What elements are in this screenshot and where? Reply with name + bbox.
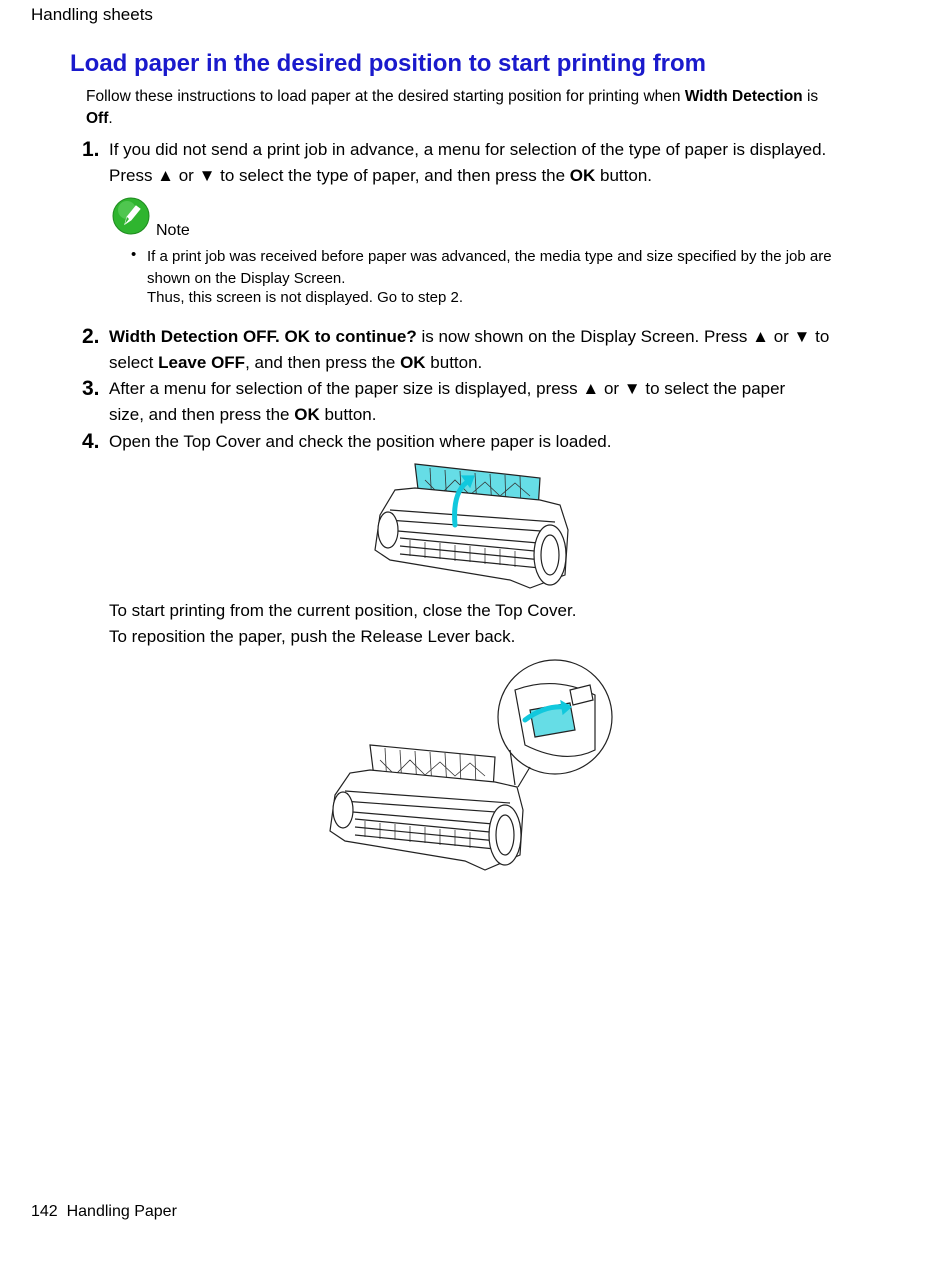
page-header: Handling sheets [31, 5, 153, 24]
step-2-text: Width Detection OFF. OK to continue? is now shown on the Display Screen. Press ▲ or ▼ to select Leave OFF, and then press the OK button. [109, 327, 830, 372]
step-number-4: 4. [82, 430, 100, 453]
footer-section: Handling Paper [66, 1203, 177, 1220]
step-1-text: If you did not send a print job in advance, a menu for selection of the type of paper is displayed. Press ▲ or ▼ to select the type of paper, and then press the OK button. [109, 140, 827, 185]
step-number-3: 3. [82, 377, 100, 400]
after-figure-line-1: To start printing from the current position, close the Top Cover. [109, 601, 577, 620]
note-pencil-icon [112, 197, 150, 235]
note-label: Note [156, 222, 190, 239]
step-number-2: 2. [82, 325, 100, 348]
step-4-text: Open the Top Cover and check the position where paper is loaded. [109, 432, 612, 451]
note-text: If a print job was received before paper was advanced, the media type and size specified by the job are shown on the Display Screen. [147, 248, 832, 287]
after-figure-line-2: To reposition the paper, push the Release Lever back. [109, 627, 516, 646]
printer-top-cover-open-illustration [370, 460, 575, 595]
page-footer [31, 1203, 177, 1221]
page-number: 142 [31, 1203, 58, 1220]
step-number-1: 1. [82, 138, 100, 161]
step-3-text: After a menu for selection of the paper size is displayed, press ▲ or ▼ to select the paper size, and then press the OK button. [109, 379, 786, 424]
page-title: Load paper in the desired position to start printing from [70, 50, 707, 77]
intro-paragraph: Follow these instructions to load paper at the desired starting position for printing when Width Detection is Off. [86, 88, 819, 127]
note-extra-text: Thus, this screen is not displayed. Go to step 2. [147, 289, 463, 306]
release-lever-illustration [325, 655, 620, 875]
note-bullet: • [131, 246, 137, 263]
